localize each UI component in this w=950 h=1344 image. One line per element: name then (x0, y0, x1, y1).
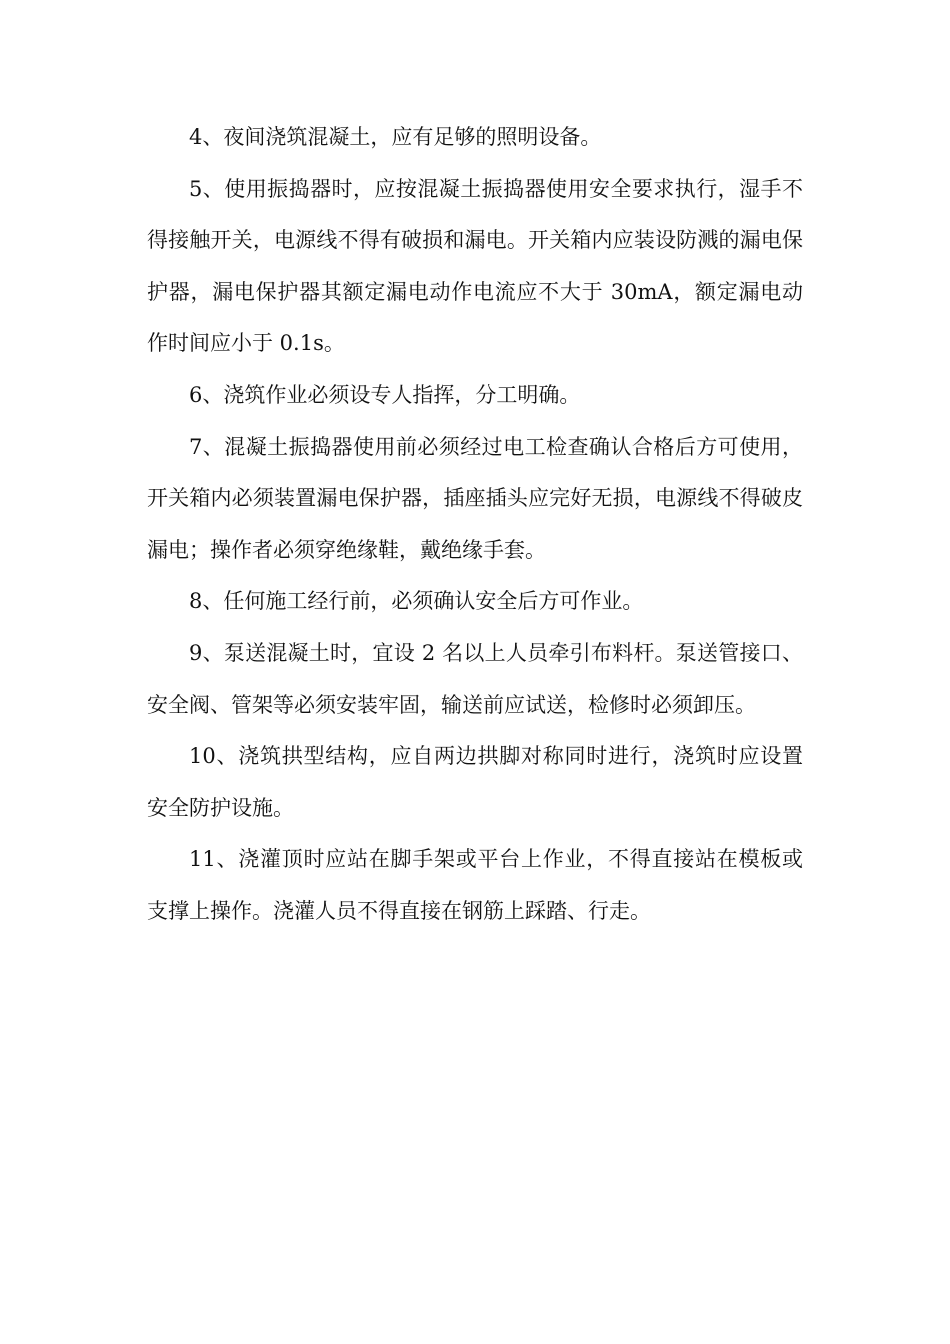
paragraph-item-5: 5、使用振捣器时，应按混凝土振捣器使用安全要求执行，湿手不得接触开关，电源线不得有破损和漏电。开关箱内应装设防溅的漏电保护器，漏电保护器其额定漏电动作电流应不大于 30mA，额定漏电动作时间应小于 0.1s。 (147, 176, 803, 356)
paragraph-item-6: 6、浇筑作业必须设专人指挥，分工明确。 (189, 382, 581, 407)
document-body (147, 112, 803, 938)
paragraph-item-9: 9、泵送混凝土时，宜设 2 名以上人员牵引布料杆。泵送管接口、安全阀、管架等必须安装牢固，输送前应试送，检修时必须卸压。 (147, 640, 803, 717)
paragraph-item-7: 7、混凝土振捣器使用前必须经过电工检查确认合格后方可使用，开关箱内必须装置漏电保护器，插座插头应完好无损，电源线不得破皮漏电；操作者必须穿绝缘鞋，戴绝缘手套。 (147, 434, 803, 562)
paragraph-item-8: 8、任何施工经行前，必须确认安全后方可作业。 (189, 589, 644, 614)
paragraph-item-10: 10、浇筑拱型结构，应自两边拱脚对称同时进行，浇筑时应设置安全防护设施。 (147, 744, 803, 820)
paragraph-item-11: 11、浇灌顶时应站在脚手架或平台上作业，不得直接站在模板或支撑上操作。浇灌人员不得直接在钢筋上踩踏、行走。 (147, 847, 803, 923)
paragraph-item-4: 4、夜间浇筑混凝土，应有足够的照明设备。 (189, 125, 602, 149)
